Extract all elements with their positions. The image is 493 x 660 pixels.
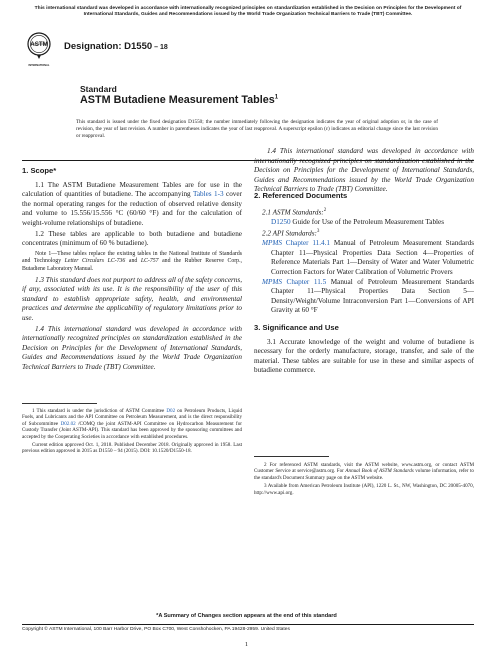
footnote-ref[interactable]: 2 [323,207,327,213]
mpms-11-4-1-link[interactable]: Chapter 11.4.1 [281,239,331,248]
text: 2 For referenced ASTM standards, visit the ASTM website, www.astm.org, or contact ASTM Customer Service at service@astm.org. For [254,462,474,475]
footnote-divider-right [254,456,329,457]
section-heading-references: 2. Referenced Documents [254,191,348,200]
designation-label: Designation: D1550 [64,41,153,52]
text: MPMS [262,239,282,248]
title-text: ASTM Butadiene Measurement Tables [80,94,275,106]
api-standards-label [262,227,474,239]
text: Manual of Petroleum Measurement Standards Chapter 11—Physical Properties Data Section 5—Density/Weight/Volume Intraconversion Part 1—Conversions of API Gravity at 60 °F [271,277,474,315]
text: cover the normal operating ranges for the reduction of observed relative density and volume to 15.556/15.556 °C (60/60 °F) and for the calculation of weight-volume relationships of butadiene. [22,190,242,227]
astm-logo-icon [27,30,51,70]
text: volume information, refer to the standard's Document Summary page on the ASTM website. [254,468,474,481]
issuance-note: This standard is issued under the fixed designation D1550; the number immediately following the designation indicates the year of original adoption or, in the case of revision, the year of last revision. A number in parentheses indicates the year of last reapproval. A superscript epsilon (ε) indicates an editorial change since the last revision or reapproval. [76,119,438,139]
text: 1.1 The ASTM Butadiene Measurement Tables are for use in the calculation of quantities of butadiene. The accompanying [22,180,242,199]
d0202-link[interactable]: D02.02 [60,420,76,427]
page-number: 1 [244,641,249,648]
text: Manual of Petroleum Measurement Standards Chapter 11—Physical Properties Data Section 4—Properties of Reference Materials Part 1—Density of Water and Water Volumetric Correction Factors for Water Calibration of Volumetric Provers [271,239,474,276]
section-heading-scope: 1. Scope* [22,166,57,175]
text: Note 1—These tables replace the existing tables in the National Institute of Standards and Technology [22,250,242,265]
logo-subtext: INTERNATIONAL [28,64,50,67]
note-1 [22,251,242,274]
left-column [22,166,242,371]
paragraph-1-3: 1.3 This standard does not purport to address all of the safety concerns, if any, associated with its use. It is the responsibility of the user of this standard to establish appropriate safety, health, and environmental practices and determine the applicability of regulatory limitations prior to use. [22,275,242,322]
footnote-2 [254,462,474,481]
astm-standards-label [262,206,474,218]
standard-label: Standard [80,84,117,94]
footnote-1-edition: Current edition approved Oct. 1, 2018. Published December 2018. Originally approved in 1958. Last previous edition approved in 2015 as D1550 – 94 (2015). DOI: 10.1520/D1550-18. [22,442,242,455]
designation [64,41,168,52]
section-heading-significance: 3. Significance and Use [254,322,339,332]
footnotes-left [22,408,242,457]
text: 2.1 ASTM Standards: [262,207,324,216]
text: Annual Book of ASTM Standards [345,468,414,475]
footnote-ref[interactable]: 3 [316,229,320,235]
designation-year: – 18 [152,44,168,51]
footer-divider [22,624,474,625]
d02-link[interactable]: D02 [166,408,176,414]
text: 1.4 This international standard was developed in accordance with internationally recognized principles on standardization established in the Decision on Principles for the Development of International Standards, Guides and Recommendations issued by the World Trade Organization Technical Barriers to Trade (TBT) Committee. [254,147,474,194]
astm-logo [27,30,51,70]
text: and [125,258,141,265]
logo-text: ASTM [30,41,48,49]
right-column [254,147,474,377]
text: Letter Circulars LC-736 [64,258,126,265]
text: on Petroleum Products, Liquid Fuels, and Lubricants and the API Committee on Petroleum Measurement, and is the direct responsibility of Subcommittee [22,408,243,427]
paragraph-1-2: 1.2 These tables are applicable to both butadiene and butadiene concentrates (minimum of 60 % butadiene). [22,229,242,248]
paragraph-1-4-continued [254,147,474,194]
copyright-line: Copyright © ASTM International, 100 Barr Harbor Drive, PO Box C700, West Conshohocken, PA 19428-2959. United States [22,627,290,632]
d1250-link[interactable]: D1250 [271,217,291,226]
footnote-1 [22,408,242,440]
title-footnote-ref[interactable]: 1 [274,94,279,101]
text: /COMQ the joint ASTM-API Committee on Hydrocarbon Measurement for Custody Transfer (Joint ASTM-API). This standard has been approved by the sponsoring committees and accepted by the Cooperating Societies in accordance with established procedures. [22,420,242,440]
ref-mpms-11-5 [262,278,474,316]
ref-d1250 [262,218,474,228]
footnote-3: 3 Available from American Petroleum Institute (API), 1220 L. St., NW, Washington, DC 20005-4070, http://www.api.org. [254,483,474,496]
text: 1.4 This international standard was developed in accordance with internationally recognized principles on standardization established in the Decision on Principles for the Development of International Standards, Guides and Recommendations issued by the World Trade Organization Technical Barriers to Trade (TBT) Committee. [22,324,242,371]
paragraph-3-1: 3.1 Accurate knowledge of the weight and volume of butadiene is necessary for the orderly manufacture, storage, transfer, and sale of the material. These tables are suitable for use in these and similar aspects of butadiene commerce. [254,337,474,375]
text: 2.2 API Standards: [262,229,317,238]
footnote-divider-left [22,403,97,404]
paragraph-1-1 [22,181,242,229]
wto-notice: This international standard was developed in accordance with internationally recognized principles on standardization established in the Decision on Principles for the Development of International Standards, Guides and Recommendations issued by the World Trade Organization Technical Barriers to Trade (TBT) Committee. [34,6,462,18]
paragraph-1-4 [22,324,242,371]
tables-link[interactable]: Tables 1-3 [192,190,224,199]
text: LC-757 [140,258,159,265]
mpms-11-5-link[interactable]: Chapter 11.5 [281,277,327,286]
text: MPMS [262,277,282,286]
summary-of-changes-note: *A Summary of Changes section appears at the end of this standard [156,613,337,619]
text: Guide for Use of the Petroleum Measurement Tables [290,217,445,226]
footnotes-right [254,462,474,498]
ref-mpms-11-4-1 [262,239,474,277]
document-title [80,94,278,106]
text: 1 This standard is under the jurisdiction of ASTM Committee [32,408,167,414]
text: and the Rubber Reserve Corp., Butadiene Laboratory Manual. [22,258,242,272]
